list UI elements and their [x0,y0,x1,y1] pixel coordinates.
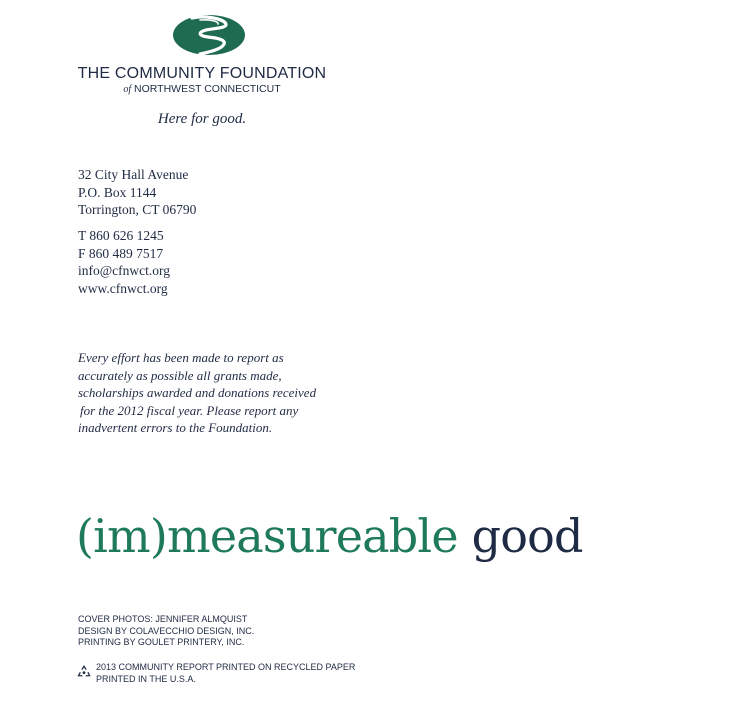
recycle-icon [76,664,92,680]
phone-number: T 860 626 1245 [78,228,164,243]
credit-line: PRINTING BY GOULET PRINTERY, INC. [78,637,245,648]
print-line: PRINTED IN THE U.S.A. [96,673,196,684]
organization-name: THE COMMUNITY FOUNDATION [77,65,327,82]
fax-number: F 860 489 7517 [78,245,164,261]
website-url: www.cfnwct.org [78,280,168,296]
print-info [96,662,355,685]
credits [78,614,254,649]
title-part-immeasureable: (im)measureable [76,509,458,563]
disclaimer-line: Every effort has been made to report as [78,350,284,365]
winding-river-logo-icon [172,14,246,56]
contact-info [78,227,170,297]
email-address: info@cfnwct.org [78,263,171,278]
print-line: 2013 COMMUNITY REPORT PRINTED ON RECYCLED PAPER [96,662,356,672]
address-line-2: P.O. Box 1144 [78,184,157,200]
mailing-address [78,166,196,219]
title-part-good: good [471,509,583,563]
address-line-3: Torrington, CT 06790 [78,202,197,217]
org-sub-region: NORTHWEST CONNECTICUT [134,83,281,95]
disclaimer-line: scholarships awarded and donations received [78,385,317,401]
disclaimer-line: inadvertent errors to the Foundation. [78,420,273,436]
organization-subtitle [60,83,344,95]
report-title [76,506,583,566]
org-sub-of: of [123,84,132,95]
disclaimer-line: accurately as possible all grants made, [78,367,282,383]
disclaimer-paragraph [78,349,368,437]
address-line-1: 32 City Hall Avenue [78,167,189,182]
tagline: Here for good. [157,111,247,127]
credit-line: DESIGN BY COLAVECCHIO DESIGN, INC. [78,625,255,636]
disclaimer-line: for the 2012 fiscal year. Please report any [80,402,299,418]
credit-line: COVER PHOTOS: JENNIFER ALMQUIST [78,614,248,624]
